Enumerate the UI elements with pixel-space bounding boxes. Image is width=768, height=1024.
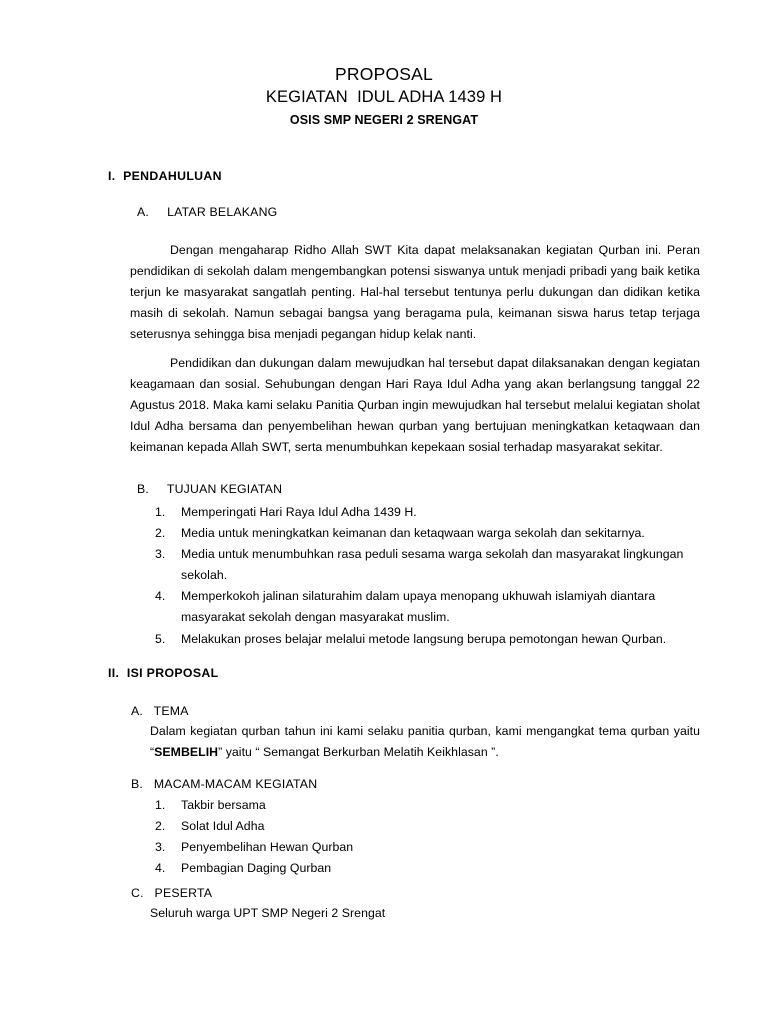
- subsection-heading-peserta: C. PESERTA: [131, 886, 213, 900]
- list-item-label: Takbir bersama: [181, 798, 266, 812]
- list-item: [155, 523, 700, 544]
- subsection-heading-macam-kegiatan: B. MACAM-MACAM KEGIATAN: [131, 777, 318, 791]
- list-item-label: Penyembelihan Hewan Qurban: [181, 840, 354, 855]
- paragraph-text: Pendidikan dan dukungan dalam mewujudkan hal tersebut dapat dilaksanakan dengan kegiatan keagamaan dan sosial. Sehubungan dengan Hari Raya Idul Adha yang akan berlangsung tanggal 22 Agustus 2018. Maka kami selaku Panitia Qurban ingin mewujudkan hal tersebut melalui kegiatan sholat Idul Adha bersama dan penyembelihan hewan qurban yang bertujuan meningkatkan ketaqwaan dan keimanan kepada Allah SWT, serta menumbuhkan kepekaan sosial terhadap masyarakat sekitar.: [130, 356, 700, 455]
- list-macam-kegiatan: [155, 795, 700, 879]
- list-item-number: 1.: [155, 798, 166, 812]
- organization-line: OSIS SMP NEGERI 2 SRENGAT: [289, 113, 479, 127]
- list-item-label: Media untuk menumbuhkan rasa peduli sesama warga sekolah dan masyarakat lingkungan sekolah.: [181, 547, 684, 583]
- list-item-number: 4.: [155, 589, 166, 604]
- list-item-number: 2.: [155, 819, 166, 834]
- list-item-number: 2.: [155, 526, 166, 541]
- page-subtitle: KEGIATAN IDUL ADHA 1439 H: [265, 88, 503, 106]
- list-item-number: 5.: [155, 631, 166, 646]
- paragraph-text: Dengan mengaharap Ridho Allah SWT Kita dapat melaksanakan kegiatan Qurban ini. Peran pendidikan di sekolah dalam mengembangkan potensi siswanya untuk menjadi pribadi yang baik ketika terjun ke masyarakat sangatlah penting. Hal-hal tersebut tentunya perlu dukungan dan didikan ketika masih di sekolah. Namun sebagai bangsa yang beragama pula, keimanan siswa harus tetap terjaga seterusnya sehingga bisa menjadi pegangan hidup kelak nanti.: [130, 243, 700, 342]
- list-item-label: Melakukan proses belajar melalui metode langsung berupa pemotongan hewan Qurban.: [181, 631, 667, 646]
- page-title: PROPOSAL: [335, 64, 433, 84]
- paragraph-peserta: Seluruh warga UPT SMP Negeri 2 Srengat: [150, 906, 386, 920]
- list-item-label: Memperingati Hari Raya Idul Adha 1439 H.: [181, 505, 417, 519]
- tema-keyword: SEMBELIH: [154, 745, 219, 760]
- list-item-label: Pembagian Daging Qurban: [181, 861, 332, 876]
- list-tujuan-kegiatan: [155, 502, 700, 650]
- list-item: [155, 629, 700, 650]
- list-item-label: Solat Idul Adha: [181, 819, 265, 834]
- tema-text-before: Dalam kegiatan qurban tahun ini kami selaku panitia qurban, kami mengangkat tema qurban yaitu “: [150, 724, 700, 760]
- subsection-heading-tema: A. TEMA: [131, 704, 189, 718]
- subsection-heading-tujuan-kegiatan: B. TUJUAN KEGIATAN: [137, 482, 283, 496]
- list-item: [155, 586, 700, 628]
- section-heading-pendahuluan: I. PENDAHULUAN: [108, 169, 222, 183]
- list-item-number: 3.: [155, 840, 166, 855]
- list-item: [155, 858, 700, 879]
- section-heading-isi-proposal: II. ISI PROPOSAL: [108, 666, 219, 680]
- list-item-number: 1.: [155, 505, 166, 519]
- paragraph-tema: [150, 721, 700, 763]
- list-item: [155, 502, 700, 523]
- list-item-number: 3.: [155, 547, 166, 562]
- list-item-label: Memperkokoh jalinan silaturahim dalam upaya menopang ukhuwah islamiyah diantara masyarakat sekolah dengan masyarakat muslim.: [181, 589, 656, 625]
- list-item-label: Media untuk meningkatkan keimanan dan ketaqwaan warga sekolah dan sekitarnya.: [181, 526, 645, 541]
- tema-text-after: ” yaitu “ Semangat Berkurban Melatih Keikhlasan ”.: [218, 745, 499, 760]
- document-title-block: [0, 62, 768, 130]
- list-item: [155, 795, 700, 816]
- list-item-number: 4.: [155, 861, 166, 876]
- subsection-heading-latar-belakang: A. LATAR BELAKANG: [137, 205, 278, 219]
- list-item: [155, 544, 700, 586]
- paragraph-latar-belakang-1: [130, 240, 700, 345]
- list-item: [155, 837, 700, 858]
- paragraph-latar-belakang-2: [130, 353, 700, 458]
- list-item: [155, 816, 700, 837]
